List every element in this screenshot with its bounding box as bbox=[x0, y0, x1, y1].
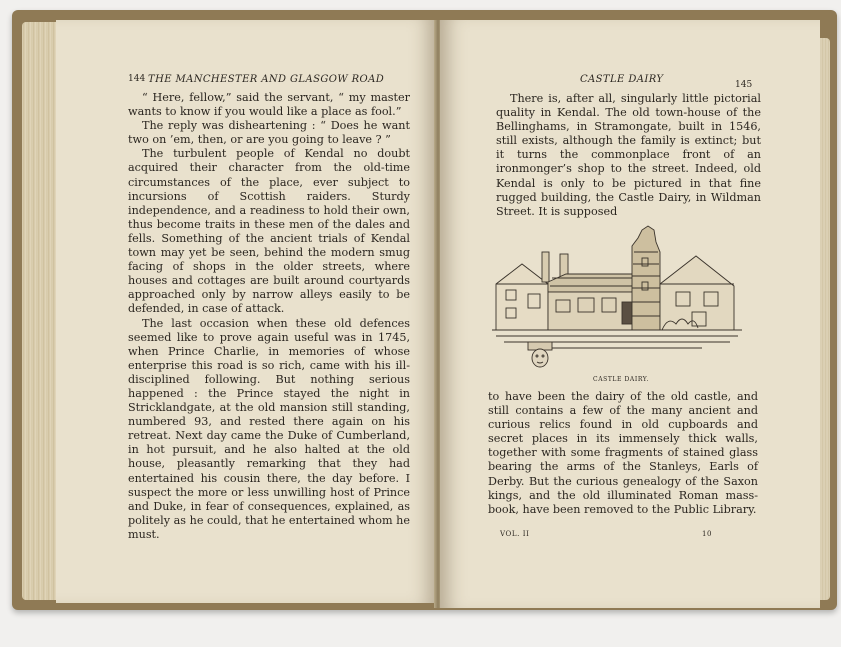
right-running-head: CASTLE DAIRY bbox=[580, 74, 664, 85]
paragraph: The turbulent people of Kendal no doubt acquired their character from the old-time circumstances of the place, ever subject to incursions of Scottish raiders. Sturdy independence, and a readiness to hold their own, thus become traits in these men of the dales and fells. Something of the ancient trials of Kendal town may yet be seen, behind the modern smug facing of shops in the older streets, where houses and cottages are built around courtyards approached only by narrow alleys easily to be defended, in case of attack. bbox=[128, 147, 410, 316]
illustration-caption: CASTLE DAIRY. bbox=[593, 376, 650, 383]
left-page-number: 144 bbox=[128, 74, 146, 84]
right-bottom-text bbox=[488, 390, 758, 517]
paragraph: “ Here, fellow,” said the servant, “ my master wants to know if you would like a place as fool.” bbox=[128, 91, 410, 119]
castle-dairy-illustration bbox=[492, 212, 742, 372]
left-page bbox=[56, 20, 436, 603]
paragraph: The last occasion when these old defences seemed like to prove again useful was in 1745, when Prince Charlie, in memories of whose enterprise this road is so rich, came with his ill-disciplined following. But nothing serious happened : the Prince stayed the night in Stricklandgate, at the old mansion still standing, numbered 93, and rested there again on his retreat. Next day came the Duke of Cumberland, in hot pursuit, and he also halted at the old house, pleasantly remarking that they had entertained his cousin there, the day before. I suspect the more or less unwilling host of Prince and Duke, in fear of consequences, explained, as politely as he could, that he entertained whom he must. bbox=[128, 316, 410, 541]
page-edges-left bbox=[22, 22, 58, 600]
left-running-head: THE MANCHESTER AND GLASGOW ROAD bbox=[148, 74, 385, 85]
right-page-number: 145 bbox=[735, 80, 753, 90]
right-page bbox=[440, 20, 820, 608]
signature-number: 10 bbox=[702, 530, 713, 538]
left-body-text bbox=[128, 91, 410, 542]
paragraph: to have been the dairy of the old castle, and still contains a few of the many ancient and curious relics found in old cupboards and secret places in its immensely thick walls, together with some fragments of stained glass bearing the arms of the Stanleys, Earls of Derby. But the curious genealogy of the Saxon kings, and the old illuminated Roman mass-book, have been removed to the Public Library. bbox=[488, 390, 758, 516]
volume-signature: VOL. II bbox=[500, 530, 530, 538]
paragraph: The reply was disheartening : “ Does he want two on ’em, then, or are you going to leave ? ” bbox=[128, 119, 410, 147]
paragraph: There is, after all, singularly little pictorial quality in Kendal. The old town-house of the Bellinghams, in Stramongate, built in 1546, still exists, although the family is extinct; but it turns the commonplace front of an ironmonger’s shop to the street. Indeed, old Kendal is only to be pictured in that fine rugged building, the Castle Dairy, in Wildman Street. It is supposed bbox=[496, 92, 761, 218]
right-top-text bbox=[496, 92, 761, 219]
